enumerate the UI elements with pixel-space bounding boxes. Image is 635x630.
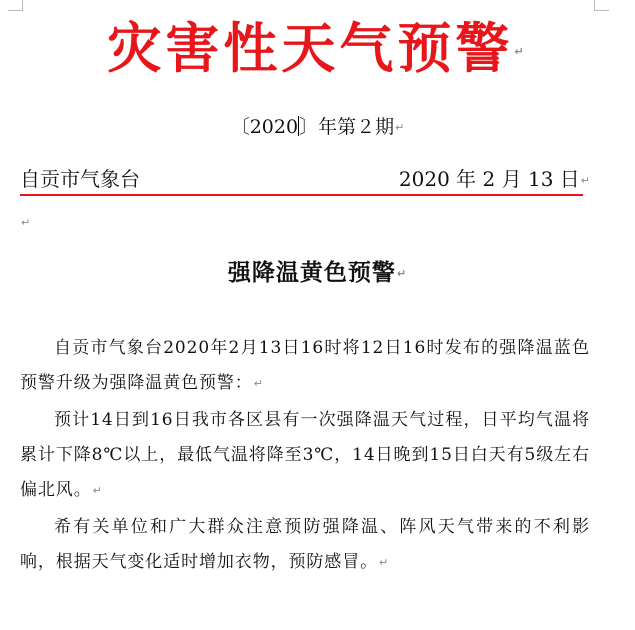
paragraph-text: 自贡市气象台2020年2月13日16时将12日16时发布的强降温蓝色预警升级为强降温黄色预警： [20,338,590,393]
red-separator-line [20,194,583,196]
paragraph-mark-icon: ↵ [379,556,390,569]
document-headline[interactable] [0,14,635,87]
paragraph-mark-icon: ↵ [514,45,528,59]
issue-year-open: 〔2020 [230,116,299,138]
body-paragraph[interactable] [20,403,590,508]
paragraph-mark-icon: ↵ [21,216,31,229]
margin-corner-top-left [8,0,23,11]
issue-date [399,164,590,196]
agency-name: 自贡市气象台 [20,167,140,191]
alert-title-text: 强降温黄色预警 [227,260,396,286]
issue-number: 〕年第２期 [299,116,395,138]
margin-corner-top-right [594,0,609,11]
alert-title[interactable] [0,256,635,291]
body-paragraph[interactable] [20,331,590,401]
paragraph-text: 预计14日到16日我市各区县有一次强降温天气过程，日平均气温将累计下降8℃以上，最低气温将降至3℃，14日晚到15日白天有5级左右偏北风。 [20,410,590,500]
issue-date-text: 2020 年 2 月 13 日 [398,167,580,191]
paragraph-mark-icon: ↵ [253,377,264,390]
paragraph-mark-icon: ↵ [92,484,103,497]
paragraph-mark-icon: ↵ [580,173,590,187]
issue-number-line[interactable] [0,112,635,143]
body-paragraph[interactable] [20,510,590,580]
paragraph-mark-icon: ↵ [396,266,408,280]
alert-body[interactable] [20,331,590,582]
paragraph-mark-icon: ↵ [395,121,405,134]
headline-text: 灾害性天气预警 [107,17,514,80]
agency-date-line[interactable] [20,164,590,196]
empty-paragraph[interactable] [20,212,30,231]
paragraph-text: 希有关单位和广大群众注意预防强降温、阵风天气带来的不利影响，根据天气变化适时增加衣物，预防感冒。 [20,517,590,572]
